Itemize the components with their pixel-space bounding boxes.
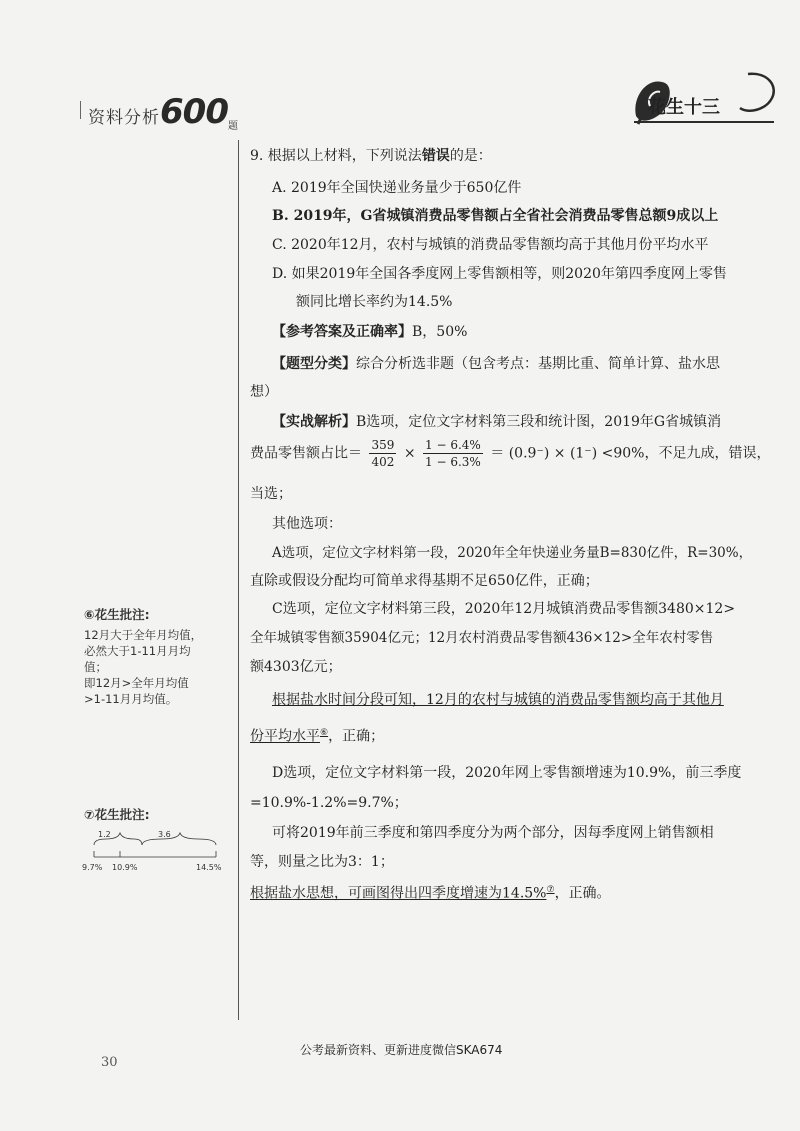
analysis-text: B选项，定位文字材料第三段和统计图，2019年G省城镇消: [356, 414, 722, 430]
note-6-title: ⑥花生批注:: [84, 607, 150, 622]
margin-rule: [238, 140, 239, 1020]
diagram-label-top-1: 1.2: [98, 830, 111, 839]
d5-note-ref: ⑦: [546, 885, 555, 895]
header-divider: [80, 101, 81, 119]
option-c-analysis-1: C选项，定位文字材料第三段，2020年12月城镇消费品零售额3480×12>: [272, 601, 736, 617]
fraction-1: [369, 437, 396, 470]
equals: ＝: [490, 445, 505, 462]
sidebar-note-6: [84, 607, 234, 707]
option-d: D. 如果2019年全国各季度网上零售额相等，则2020年第四季度网上零售: [272, 266, 727, 282]
stem-end: 的是：: [449, 148, 492, 164]
option-a: A. 2019年全国快递业务量少于650亿件: [272, 180, 522, 196]
times-2: ×: [553, 445, 566, 462]
option-b: B. 2019年，G省城镇消费品零售额占全省社会消费品零售总额9成以上: [272, 208, 719, 224]
option-d-analysis-1: D选项，定位文字材料第一段，2020年网上零售额增速为10.9%，前三季度: [272, 765, 742, 781]
diagram-label-bottom-1: 9.7%: [82, 863, 103, 872]
d5-tail: ，正确。: [554, 885, 611, 902]
paren-1: (0.9⁻): [508, 445, 550, 462]
fraction-2-num: 1 − 6.4%: [425, 438, 481, 452]
option-d-analysis-4: 等，则量之比为3：1；: [250, 854, 394, 870]
page-number: 30: [101, 1055, 118, 1070]
c5-tail: ，正确；: [328, 728, 385, 745]
note-6-line: 即12月>全年月均值: [84, 676, 189, 690]
fraction-1-den: 402: [371, 455, 395, 469]
answer-label: 【参考答案及正确率】: [272, 324, 412, 340]
note-7-title: ⑦花生批注:: [84, 807, 150, 822]
analysis-line3: 当选；: [250, 486, 292, 502]
stem-text: 9. 根据以上材料，下列说法: [250, 148, 422, 164]
note-6-line: >1-11月月均值。: [84, 692, 178, 706]
diagram-label-bottom-2: 10.9%: [112, 863, 138, 872]
fraction-2: [423, 437, 483, 470]
diagram-label-bottom-3: 14.5%: [196, 863, 222, 872]
c5-text: 份平均水平: [250, 728, 320, 745]
option-d-analysis-2: =10.9%-1.2%=9.7%；: [250, 795, 408, 811]
answer-value: B，50%: [412, 324, 468, 340]
other-options-heading: 其他选项：: [272, 516, 342, 532]
category-text-cont: 想）: [250, 384, 278, 400]
option-a-analysis-2: 直除或假设分配均可简单求得基期不足650亿件，正确；: [250, 573, 599, 589]
option-c-analysis-3: 额4303亿元；: [250, 659, 342, 675]
logo-text: 花生十三: [648, 97, 720, 118]
book-title-suffix: 题: [227, 121, 239, 132]
stem-bold: 错误: [421, 148, 450, 164]
footer-text: 公考最新资料、更新进度微信SKA674: [300, 1043, 503, 1057]
option-d-cont: 额同比增长率约为14.5%: [296, 294, 453, 310]
option-d-analysis-3: 可将2019年前三季度和第四季度分为两个部分，因每季度网上销售额相: [272, 825, 714, 841]
option-a-analysis-1: A选项，定位文字材料第一段，2020年全年快递业务量B=830亿件，R=30%，: [272, 545, 753, 561]
option-c: C. 2020年12月，农村与城镇的消费品零售额均高于其他月份平均水平: [272, 237, 709, 253]
analysis-formula: [250, 437, 770, 470]
note-6-line: 必然大于1-11月月均: [84, 644, 191, 658]
category-text: 综合分析选非题（包含考点：基期比重、简单计算、盐水思: [356, 356, 720, 372]
fraction-1-num: 359: [371, 438, 395, 452]
question-stem: [250, 146, 492, 166]
times-1: ×: [403, 445, 416, 462]
formula-prefix: 费品零售额占比＝: [250, 445, 362, 462]
analysis-label: 【实战解析】: [272, 414, 356, 430]
book-title-text: 资料分析: [88, 108, 160, 128]
option-c-analysis-5: [250, 723, 384, 747]
c5-note-ref: ⑥: [320, 728, 329, 738]
book-title: [88, 92, 239, 132]
paren-2: (1⁻): [569, 445, 598, 462]
option-d-analysis-5: [250, 880, 611, 904]
diagram-label-top-2: 3.6: [158, 830, 171, 839]
category-label: 【题型分类】: [272, 356, 356, 372]
saltwater-diagram: [82, 825, 232, 875]
category-line: [272, 354, 720, 374]
analysis-line1: [272, 412, 721, 432]
book-title-number: 600: [160, 92, 228, 132]
formula-tail: <90%，不足九成，错误，: [601, 445, 771, 462]
fraction-2-den: 1 − 6.3%: [425, 455, 481, 469]
answer-line: [272, 322, 467, 342]
option-c-analysis-2: 全年城镇零售额35904亿元；12月农村消费品零售额436×12>全年农村零售: [250, 630, 714, 646]
d5-text: 根据盐水思想，可画图得出四季度增速为14.5%: [250, 885, 547, 902]
note-6-line: 12月大于全年月均值，: [84, 628, 203, 642]
option-c-analysis-4: 根据盐水时间分段可知，12月的农村与城镇的消费品零售额均高于其他月: [272, 692, 724, 708]
note-6-line: 值；: [84, 660, 107, 674]
